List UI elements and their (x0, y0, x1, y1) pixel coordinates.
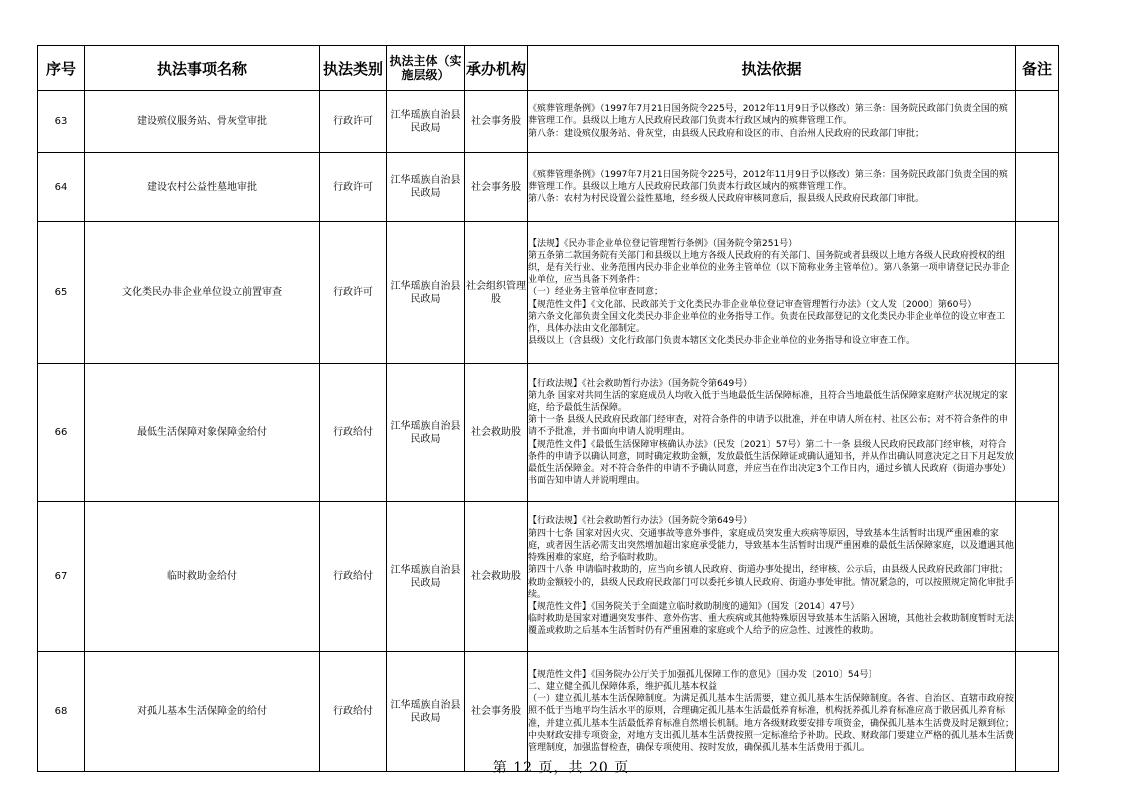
header-type: 执法类别 (320, 46, 387, 91)
basis-line: 【行政法规】《社会救助暂行办法》（国务院令第649号） (528, 378, 753, 389)
table-row (38, 91, 1059, 153)
page-number: 第 12 页，共 20 页 (492, 760, 630, 776)
row-name: 临时救助金给付 (85, 502, 320, 652)
row-org: 社会组织管理股 (465, 222, 528, 364)
basis-line: 【行政法规】《社会救助暂行办法》（国务院令第649号） (528, 516, 753, 527)
basis-line: 【规范性文件】《国务院办公厅关于加强孤儿保障工作的意见》〔国办发〔2010〕54号〕 (528, 669, 878, 680)
basis-line: 第四十七条 国家对因火灾、交通事故等意外事件，家庭成员突发重大疾病等原因，导致基本生活暂时出现严重困难的家庭，或者因生活必需支出突然增加超出家庭承受能力，导致基本生活暂时出现严重困难的最低生活保障家庭，以及遭遇其他特殊困难的家庭，给予临时救助。 (528, 528, 1015, 564)
table-row (38, 153, 1059, 222)
table-row (38, 222, 1059, 364)
basis-line: 第八条：农村为村民设置公益性墓地，经乡级人民政府审核同意后，报县级人民政府民政部门审批。 (528, 194, 925, 205)
row-seq: 65 (38, 222, 85, 364)
header-basis: 执法依据 (528, 46, 1016, 91)
row-org: 社会事务股 (465, 91, 528, 153)
row-org: 社会救助股 (465, 502, 528, 652)
row-name: 建设殡仪服务站、骨灰堂审批 (85, 91, 320, 153)
row-name: 文化类民办非企业单位设立前置审查 (85, 222, 320, 364)
row-type: 行政给付 (320, 364, 387, 502)
row-subject: 江华瑶族自治县民政局 (387, 222, 465, 364)
row-seq: 68 (38, 652, 85, 772)
basis-line: 第十一条 县级人民政府民政部门经审查，对符合条件的申请予以批准，并在申请人所在村、社区公布；对不符合条件的申请不予批准，并书面向申请人说明理由。 (528, 415, 1008, 438)
basis-line: 【规范性文件】《文化部、民政部关于文化类民办非企业单位登记审查管理暂行办法》（文人发〔2000〕第60号） (528, 299, 977, 310)
row-subject: 江华瑶族自治县民政局 (387, 153, 465, 222)
row-name: 最低生活保障对象保障金给付 (85, 364, 320, 502)
header-seq: 序号 (38, 46, 85, 91)
row-type: 行政给付 (320, 652, 387, 772)
header-row (38, 46, 1059, 91)
row-org: 社会事务股 (465, 652, 528, 772)
row-subject: 江华瑶族自治县民政局 (387, 502, 465, 652)
row-seq: 66 (38, 364, 85, 502)
row-type: 行政许可 (320, 91, 387, 153)
basis-line: 《殡葬管理条例》（1997年7月21日国务院令225号，2012年11月9日予以修改）第三条：国务院民政部门负责全国的殡葬管理工作。县级以上地方人民政府民政部门负责本行政区域内的殡葬管理工作。 (528, 169, 1008, 192)
row-subject: 江华瑶族自治县民政局 (387, 91, 465, 153)
header-subject: 执法主体（实施层级） (387, 46, 465, 91)
row-basis (528, 153, 1016, 222)
basis-line: 【法规】《民办非企业单位登记管理暂行条例》（国务院令第251号） (528, 238, 798, 249)
header-org: 承办机构 (465, 46, 528, 91)
header-name: 执法事项名称 (85, 46, 320, 91)
row-note (1016, 502, 1059, 652)
header-note: 备注 (1016, 46, 1059, 91)
row-note (1016, 364, 1059, 502)
row-basis (528, 652, 1016, 772)
basis-line: 第八条：建设殡仪服务站、骨灰堂，由县级人民政府和设区的市、自治州人民政府的民政部门审批； (528, 128, 925, 139)
row-basis (528, 502, 1016, 652)
basis-line: 第六条文化部负责全国文化类民办非企业单位的业务指导工作。负责在民政部登记的文化类民办非企业单位的设立审查工作，具体办法由文化部制定。 (528, 311, 1006, 334)
basis-line: 《殡葬管理条例》（1997年7月21日国务院令225号，2012年11月9日予以修改）第三条：国务院民政部门负责全国的殡葬管理工作。县级以上地方人民政府民政部门负责本行政区域内的殡葬管理工作。 (528, 104, 1008, 127)
table-row (38, 652, 1059, 772)
basis-line: （一）经业务主管单位审查同意； (528, 287, 664, 298)
row-basis (528, 364, 1016, 502)
basis-line: 县级以上（含县级）文化行政部门负责本辖区文化类民办非企业单位的业务指导和设立审查工作。 (528, 336, 916, 347)
row-subject: 江华瑶族自治县民政局 (387, 364, 465, 502)
row-note (1016, 91, 1059, 153)
row-seq: 67 (38, 502, 85, 652)
row-type: 行政许可 (320, 222, 387, 364)
basis-line: 第九条 国家对共同生活的家庭成员人均收入低于当地最低生活保障标准，且符合当地最低生活保障家庭财产状况规定的家庭，给予最低生活保障。 (528, 390, 1008, 413)
basis-line: 临时救助是国家对遭遇突发事件、意外伤害、重大疾病或其他特殊原因导致基本生活陷入困境，其他社会救助制度暂时无法覆盖或救助之后基本生活暂时仍有严重困难的家庭或个人给予的应急性、过渡性的救助。 (528, 614, 1015, 637)
row-note (1016, 222, 1059, 364)
basis-line: 【规范性文件】《最低生活保障审核确认办法》（民发〔2021〕57号）第二十一条 县级人民政府民政部门经审核，对符合条件的申请予以确认同意，同时确定救助金额，发放最低生活保障证或确认通知书，并从作出确认同意决定之日下月起发放最低生活保障金。对不符合条件的申请不予确认同意，并应当在作出决定3个工作日内，通过乡镇人民政府（街道办事处）书面告知申请人并说明理由。 (528, 439, 1015, 487)
table-row (38, 364, 1059, 502)
row-type: 行政许可 (320, 153, 387, 222)
table-row (38, 502, 1059, 652)
row-basis (528, 91, 1016, 153)
basis-line: 第五条第二款国务院有关部门和县级以上地方各级人民政府的有关部门、国务院或者县级以上地方各级人民政府授权的组织，是有关行业、业务范围内民办非企业单位的业务主管单位（以下简称业务主管单位）。第八条第一项申请登记民办非企业单位，应当具备下列条件： (528, 250, 1010, 286)
row-subject: 江华瑶族自治县民政局 (387, 652, 465, 772)
row-org: 社会救助股 (465, 364, 528, 502)
row-org: 社会事务股 (465, 153, 528, 222)
row-name: 对孤儿基本生活保障金的给付 (85, 652, 320, 772)
basis-line: 第四十八条 申请临时救助的，应当向乡镇人民政府、街道办事处提出，经审核、公示后，由县级人民政府民政部门审批；救助金额较小的，县级人民政府民政部门可以委托乡镇人民政府、街道办事处审批。情况紧急的，可以按照规定简化审批手续。 (528, 565, 1015, 600)
basis-line: （一）建立孤儿基本生活保障制度。为满足孤儿基本生活需要，建立孤儿基本生活保障制度。各省、自治区、直辖市政府按照不低于当地平均生活水平的原则，合理确定孤儿基本生活最低养育标准，机构抚养孤儿养育标准应高于散居孤儿养育标准，并建立孤儿基本生活最低养育标准自然增长机制。地方各级财政要安排专项资金，确保孤儿基本生活费及时足额到位；中央财政安排专项资金，对地方支出孤儿基本生活费按照一定标准给予补助。民政、财政部门要建立严格的孤儿基本生活费管理制度，加强监督检查，确保专项使用、按时发放，确保孤儿基本生活费用于孤儿。 (528, 694, 1015, 753)
row-seq: 64 (38, 153, 85, 222)
row-seq: 63 (38, 91, 85, 153)
enforcement-table (37, 45, 1059, 772)
row-note (1016, 153, 1059, 222)
row-name: 建设农村公益性墓地审批 (85, 153, 320, 222)
basis-line: 【规范性文件】《国务院关于全面建立临时救助制度的通知》（国发〔2014〕47号） (528, 601, 860, 612)
row-basis (528, 222, 1016, 364)
basis-line: 二、建立健全孤儿保障体系，维护孤儿基本权益 (528, 681, 718, 692)
row-note (1016, 652, 1059, 772)
row-type: 行政给付 (320, 502, 387, 652)
